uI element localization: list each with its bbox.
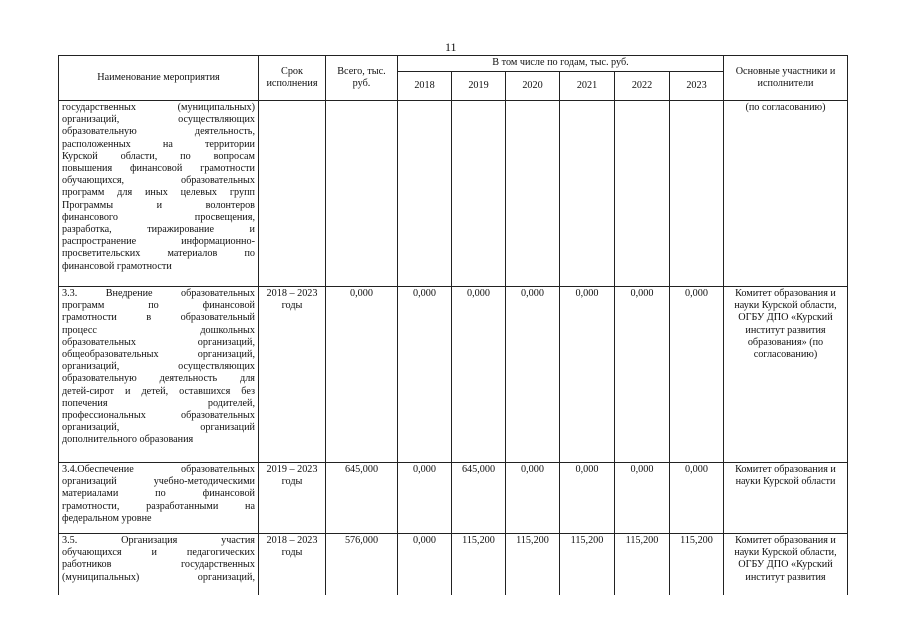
name-line: расположенных на территории [62,138,255,150]
name-line: финансовой грамотности [62,260,172,272]
row-total: 0,000 [325,286,398,463]
name-line: материалами по финансовой [62,488,255,500]
row-name [58,286,259,463]
header-year: 2023 [669,71,724,101]
row-year-value: 115,200 [669,533,724,595]
name-line: организаций, осуществляющих [62,361,255,373]
row-year-value [451,100,506,287]
header-year: 2020 [505,71,560,101]
row-year-value: 0,000 [505,286,560,463]
row-total: 576,000 [325,533,398,595]
row-year-value: 0,000 [669,286,724,463]
row-year-value: 115,200 [614,533,670,595]
name-line: процесс дошкольных [62,324,255,336]
row-year-value [559,100,615,287]
name-line: просветительских материалов по [62,248,255,260]
row-name [58,100,259,287]
row-name [58,462,259,534]
row-year-value: 0,000 [397,462,452,534]
row-year-value: 0,000 [451,286,506,463]
row-term: 2019 – 2023 годы [258,462,326,534]
row-term [258,100,326,287]
header-total: Всего, тыс. руб. [325,55,398,101]
name-line: финансового просвещения, [62,211,255,223]
name-line: детей-сирот и детей, оставшихся без [62,385,255,397]
header-by-years: В том числе по годам, тыс. руб. [397,55,724,72]
row-year-value: 115,200 [559,533,615,595]
row-year-value: 115,200 [505,533,560,595]
name-line: общеобразовательных организаций, [62,349,255,361]
row-total: 645,000 [325,462,398,534]
name-line: образовательную деятельность для [62,373,255,385]
row-year-value [614,100,670,287]
name-line: 3.5. Организация участия [62,535,255,546]
page-number: 11 [445,40,457,54]
row-year-value: 0,000 [669,462,724,534]
row-year-value: 645,000 [451,462,506,534]
name-line: (муниципальных) организаций, [62,571,255,583]
name-line: программ по финансовой [62,300,255,312]
name-line: дополнительного образования [62,434,194,446]
header-year: 2018 [397,71,452,101]
header-name: Наименование мероприятия [58,55,259,101]
row-year-value: 0,000 [397,286,452,463]
header-term: Срок исполнения [258,55,326,101]
name-line: государственных (муниципальных) [62,102,255,113]
row-name [58,533,259,595]
row-year-value [669,100,724,287]
row-year-value: 0,000 [559,286,615,463]
row-year-value: 0,000 [559,462,615,534]
name-line: грамотности, разработанными на [62,500,255,512]
header-participants: Основные участники и исполнители [723,55,848,101]
row-year-value: 0,000 [614,286,670,463]
row-term: 2018 – 2023 годы [258,533,326,595]
name-line: обучающихся, образовательных [62,175,255,187]
header-year: 2022 [614,71,670,101]
name-line: распространение информационно- [62,236,255,248]
header-year: 2021 [559,71,615,101]
row-year-value: 0,000 [614,462,670,534]
name-line: попечения родителей, [62,397,255,409]
name-line: программ для иных целевых групп [62,187,255,199]
row-year-value: 115,200 [451,533,506,595]
row-year-value: 0,000 [505,462,560,534]
name-line: организаций, организаций [62,422,255,434]
row-participants: Комитет образования и науки Курской области [723,462,848,534]
row-year-value [505,100,560,287]
row-term: 2018 – 2023 годы [258,286,326,463]
name-line: 3.3. Внедрение образовательных [62,288,255,299]
name-line: Программы и волонтеров [62,199,255,211]
row-total [325,100,398,287]
row-year-value: 0,000 [397,533,452,595]
name-line: Курской области, по вопросам [62,150,255,162]
name-line: обучающихся и педагогических [62,547,255,559]
row-participants: Комитет образования и науки Курской области, ОГБУ ДПО «Курский институт развития [723,533,848,595]
name-line: образовательную деятельность, [62,126,255,138]
name-line: разработка, тиражирование и [62,224,255,236]
name-line: профессиональных образовательных [62,410,255,422]
header-year: 2019 [451,71,506,101]
name-line: работников государственных [62,559,255,571]
name-line: организаций, осуществляющих [62,114,255,126]
name-line: организаций учебно-методическими [62,476,255,488]
row-year-value [397,100,452,287]
row-participants: (по согласованию) [723,100,848,287]
name-line: федеральном уровне [62,512,152,524]
program-table [58,55,848,595]
name-line: 3.4.Обеспечение образовательных [62,464,255,475]
row-participants: Комитет образования и науки Курской области, ОГБУ ДПО «Курский институт развития образования» (по согласованию) [723,286,848,463]
name-line: грамотности в образовательный [62,312,255,324]
name-line: повышения финансовой грамотности [62,163,255,175]
name-line: образовательных организаций, [62,336,255,348]
